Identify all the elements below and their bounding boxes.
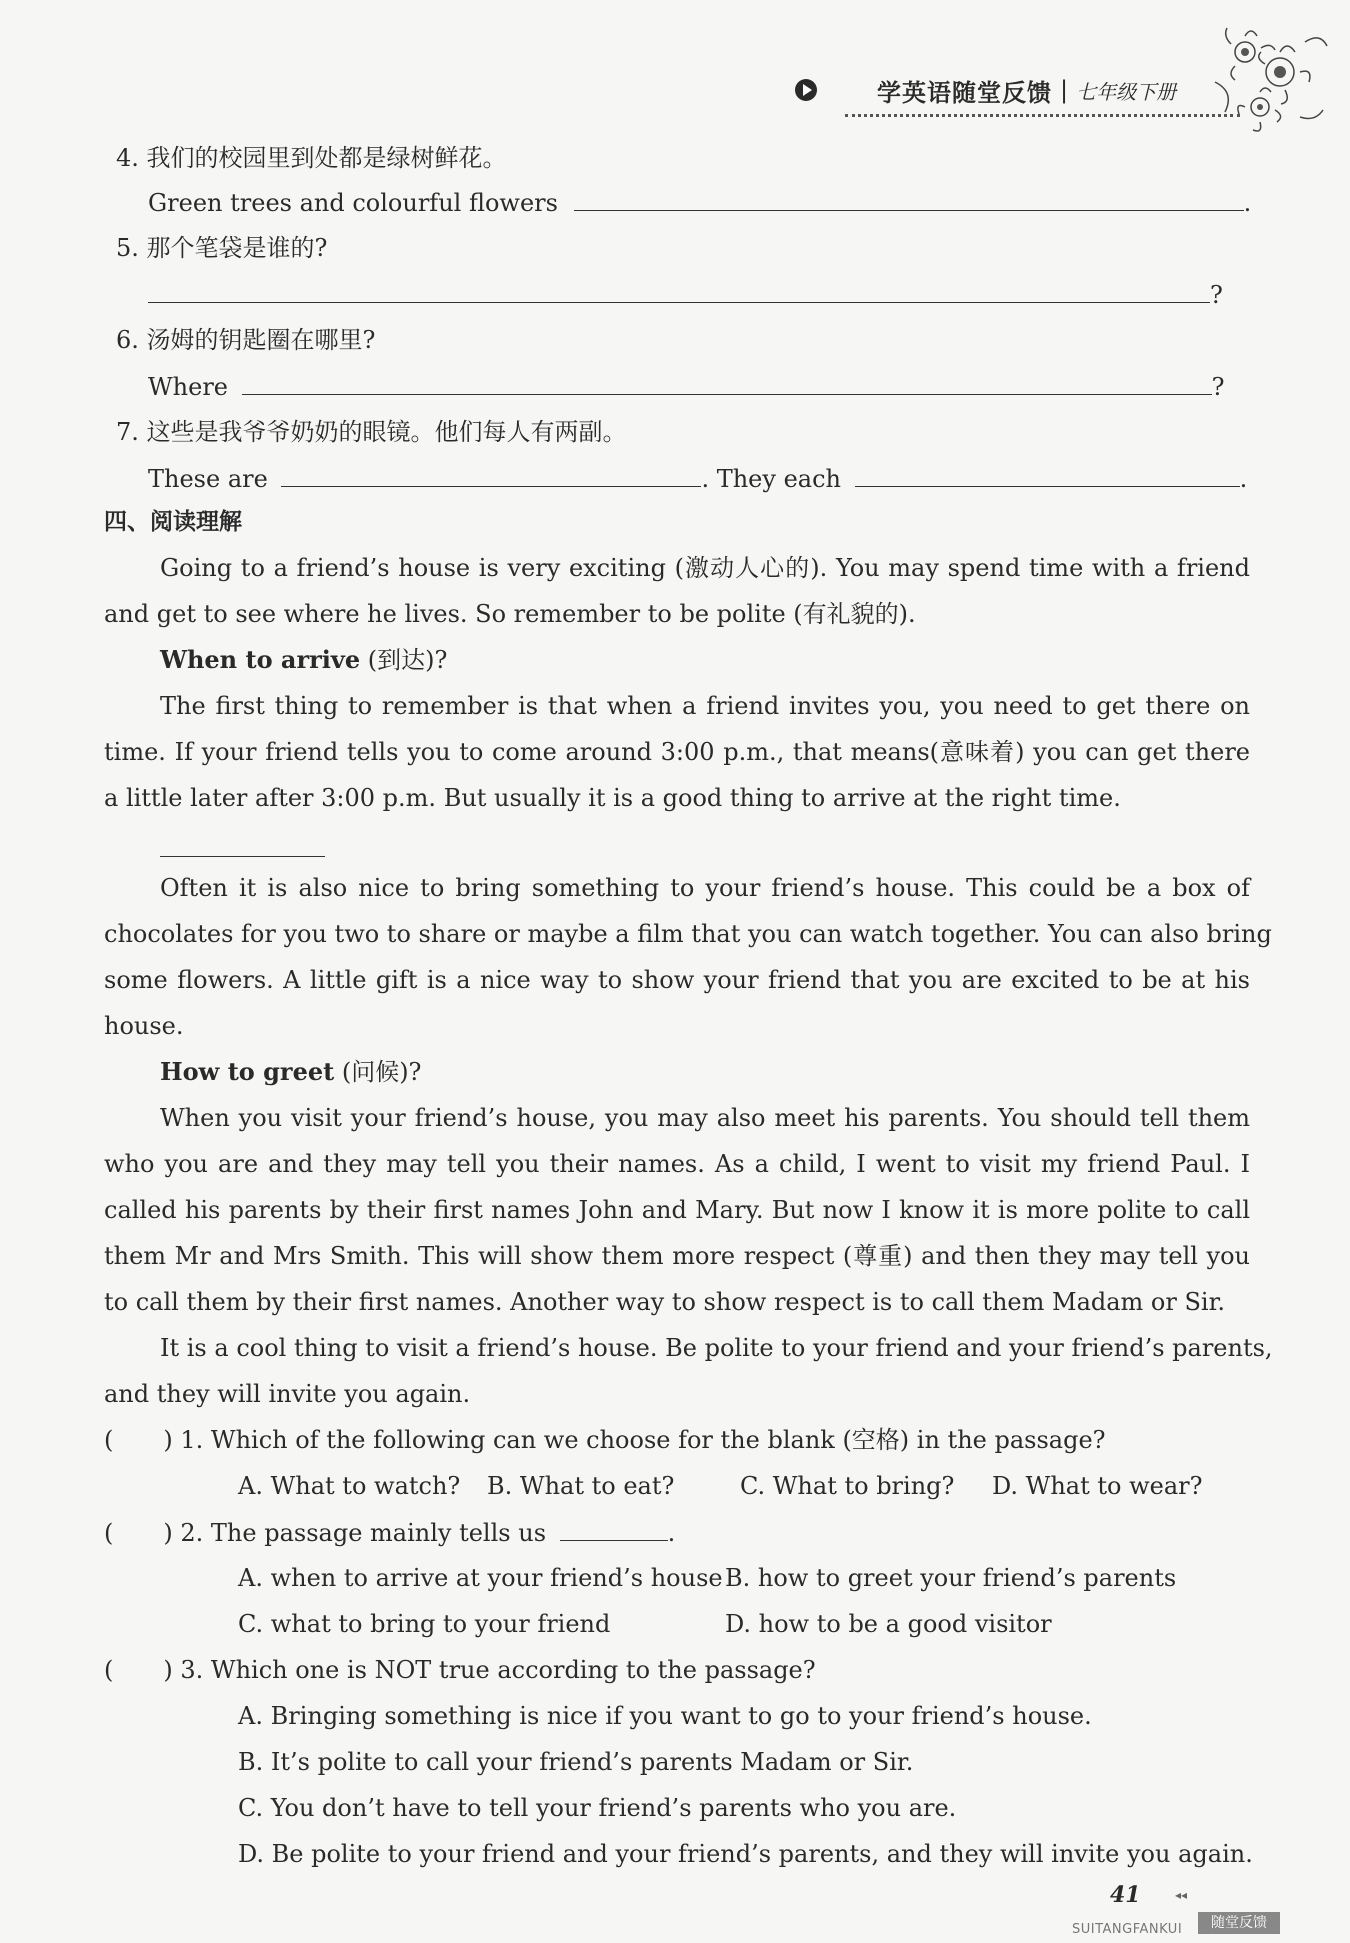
q1-option-a[interactable]: A. What to watch? xyxy=(238,1472,461,1500)
passage-line: It is a cool thing to visit a friend’s house. Be polite to your friend and your friend’s parents, xyxy=(160,1334,1273,1362)
q2-option-d[interactable]: D. how to be a good visitor xyxy=(725,1610,1052,1638)
page-number: 41 xyxy=(1110,1882,1141,1908)
question-3: ( ) 3. Which one is NOT true according to the passage? xyxy=(104,1656,816,1684)
passage-line: to call them by their first names. Another way to show respect is to call them Madam or Sir. xyxy=(104,1288,1226,1316)
subheading-when-to-arrive: When to arrive (到达)? xyxy=(160,645,448,674)
q7-english: These are . They each . xyxy=(148,460,1247,497)
passage-line: When you visit your friend’s house, you may also meet his parents. You should tell them xyxy=(160,1104,1250,1132)
question-1: ( ) 1. Which of the following can we choose for the blank (空格) in the passage? xyxy=(104,1426,1106,1454)
q1-option-b[interactable]: B. What to eat? xyxy=(487,1472,675,1500)
passage-line: house. xyxy=(104,1012,184,1040)
passage-line: a little later after 3:00 p.m. But usually it is a good thing to arrive at the right time. xyxy=(104,784,1121,812)
footer-brand-en: SUITANGFANKUI xyxy=(1072,1922,1183,1937)
q5-answer-blank[interactable] xyxy=(148,276,1210,303)
passage-line: chocolates for you two to share or maybe a film that you can watch together. You can also bring xyxy=(104,920,1272,948)
q2-option-c[interactable]: C. what to bring to your friend xyxy=(238,1610,611,1638)
q2-option-a[interactable]: A. when to arrive at your friend’s house xyxy=(238,1564,723,1592)
passage-line: Going to a friend’s house is very exciting (激动人心的). You may spend time with a friend xyxy=(160,554,1250,582)
q1-option-d[interactable]: D. What to wear? xyxy=(992,1472,1203,1500)
section-heading-reading: 四、阅读理解 xyxy=(104,509,242,535)
q4-chinese: 4. 我们的校园里到处都是绿树鲜花。 xyxy=(116,144,507,172)
footer-brand-cn: 随堂反馈 xyxy=(1198,1912,1280,1934)
passage-line: who you are and they may tell you their names. As a child, I went to visit my friend Paul. I xyxy=(104,1150,1250,1178)
passage-line: them Mr and Mrs Smith. This will show them more respect (尊重) and then they may tell you xyxy=(104,1242,1250,1270)
sunflower-decoration-icon xyxy=(1205,22,1335,152)
q1-option-c[interactable]: C. What to bring? xyxy=(740,1472,955,1500)
q4-answer-blank[interactable] xyxy=(574,184,1244,211)
subheading-how-to-greet: How to greet (问候)? xyxy=(160,1057,422,1086)
passage-line: called his parents by their first names John and Mary. But now I know it is more polite to call xyxy=(104,1196,1250,1224)
q3-option-b[interactable]: B. It’s polite to call your friend’s parents Madam or Sir. xyxy=(238,1748,914,1776)
back-arrows-icon: ◂◂ xyxy=(1175,1888,1188,1902)
header-separator: | xyxy=(1060,76,1069,104)
q6-english: Where ? xyxy=(148,368,1225,405)
passage-line: Often it is also nice to bring something to your friend’s house. This could be a box of xyxy=(160,874,1250,902)
header-title: 学英语随堂反馈 xyxy=(877,78,1052,107)
passage-line: and they will invite you again. xyxy=(104,1380,471,1408)
play-icon xyxy=(795,79,817,101)
q5-english: ? xyxy=(148,276,1223,313)
q6-chinese: 6. 汤姆的钥匙圈在哪里? xyxy=(116,326,376,354)
q4-english: Green trees and colourful flowers . xyxy=(148,184,1251,221)
passage-blank-heading[interactable] xyxy=(160,856,325,857)
q2-option-b[interactable]: B. how to greet your friend’s parents xyxy=(725,1564,1177,1592)
q7-answer-blank-1[interactable] xyxy=(281,460,701,487)
header-dotted-rule xyxy=(845,114,1240,117)
q3-option-a[interactable]: A. Bringing something is nice if you want to go to your friend’s house. xyxy=(238,1702,1092,1730)
q7-chinese: 7. 这些是我爷爷奶奶的眼镜。他们每人有两副。 xyxy=(116,418,627,446)
passage-line: and get to see where he lives. So remember to be polite (有礼貌的). xyxy=(104,600,916,628)
passage-line: some flowers. A little gift is a nice way to show your friend that you are excited to be at his xyxy=(104,966,1250,994)
passage-line: The first thing to remember is that when a friend invites you, you need to get there on xyxy=(160,692,1250,720)
page-header xyxy=(795,70,1176,110)
q7-answer-blank-2[interactable] xyxy=(855,460,1240,487)
q3-option-c[interactable]: C. You don’t have to tell your friend’s parents who you are. xyxy=(238,1794,957,1822)
q5-chinese: 5. 那个笔袋是谁的? xyxy=(116,234,328,262)
header-subtitle: 七年级下册 xyxy=(1076,79,1177,104)
question-2: ( ) 2. The passage mainly tells us . xyxy=(104,1514,675,1551)
passage-line: time. If your friend tells you to come around 3:00 p.m., that means(意味着) you can get there xyxy=(104,738,1250,766)
q2-stem-blank xyxy=(560,1514,668,1541)
q3-option-d[interactable]: D. Be polite to your friend and your friend’s parents, and they will invite you again. xyxy=(238,1840,1253,1868)
q6-answer-blank[interactable] xyxy=(242,368,1212,395)
